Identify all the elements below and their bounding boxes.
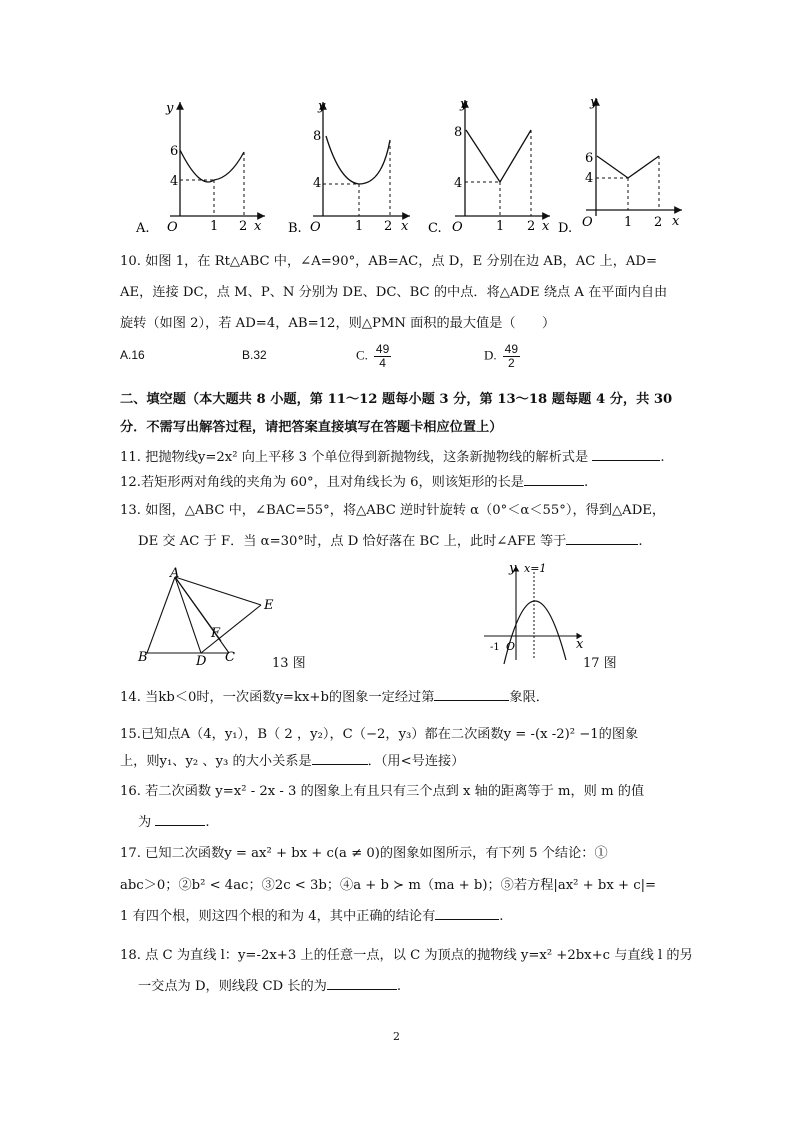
- point-c: C: [225, 650, 235, 665]
- svg-text:1: 1: [210, 219, 219, 234]
- svg-text:1: 1: [624, 215, 633, 230]
- q18-line1: 18. 点 C 为直线 l：y=-2x+3 上的任意一点，以 C 为顶点的抛物线 y=x² +2bx+c 与直线 l 的另: [120, 948, 693, 963]
- svg-text:6: 6: [170, 144, 179, 159]
- graph-a: [135, 101, 265, 236]
- figure-17-caption: 17 图: [583, 656, 617, 671]
- graph-b: [288, 99, 410, 236]
- svg-text:8: 8: [313, 129, 322, 144]
- q14: 14. 当kb＜0时，一次函数y=kx+b的图象一定经过第 象限．: [120, 686, 549, 705]
- svg-text:O: O: [167, 220, 178, 235]
- q15-line1: 15.已知点A（4，y₁），B（ 2 ，y₂），C（−2，y₃）都在二次函数y = -(x -2)² −1的图象: [120, 727, 639, 742]
- page-number: 2: [393, 1030, 400, 1043]
- svg-text:y: y: [509, 561, 517, 576]
- figure-13-caption: 13 图: [272, 656, 306, 671]
- svg-text:O: O: [310, 220, 321, 235]
- q10-option-a: A.16: [120, 348, 145, 362]
- q16-line2: 为 .: [138, 811, 210, 830]
- svg-text:O: O: [582, 215, 593, 230]
- q13-line2: DE 交 AC 于 F．当 α=30°时，点 D 恰好落在 BC 上，此时∠AFE 等于 .: [138, 530, 643, 549]
- svg-text:x: x: [576, 637, 584, 652]
- q10-options: [120, 338, 680, 372]
- svg-text:O: O: [506, 640, 516, 653]
- svg-text:C.: C.: [428, 221, 442, 236]
- q10-option-c: C. $\frac{49}{4}$: [356, 342, 390, 370]
- svg-text:y: y: [590, 95, 598, 110]
- point-f: F: [211, 626, 221, 641]
- q15-line2: 上，则y₁、y₂ 、y₃ 的大小关系是 ．（用<号连接）: [120, 750, 464, 769]
- svg-text:1: 1: [496, 219, 505, 234]
- q10-line1: 10. 如图 1，在 Rt△ABC 中，∠A=90°，AB=AC，点 D，E 分别在边 AB，AC 上，AD=: [120, 254, 658, 269]
- svg-text:x: x: [401, 219, 409, 234]
- svg-text:x: x: [254, 219, 262, 234]
- q17-line2: abc＞0；②b² < 4ac；③2c < 3b；④a + b ≻ m（ma + b)；⑤若方程|ax² + bx + c|=: [120, 878, 657, 893]
- svg-text:2: 2: [527, 219, 536, 234]
- point-b: B: [138, 650, 148, 665]
- svg-text:2: 2: [239, 219, 248, 234]
- q17-line1: 17. 已知二次函数y = ax² + bx + c(a ≠ 0)的图象如图所示，有下列 5 个结论：①: [120, 846, 608, 861]
- q12: 12.若矩形两对角线的夹角为 60°，且对角线长为 6，则该矩形的长是 .: [120, 471, 588, 490]
- svg-text:D.: D.: [558, 221, 573, 236]
- svg-text:y: y: [318, 99, 326, 114]
- answer-graphs: [130, 90, 690, 240]
- graph-c: [428, 97, 550, 236]
- q11: 11. 把抛物线y=2x² 向上平移 3 个单位得到新抛物线，这条新抛物线的解析式是 .: [120, 446, 665, 465]
- svg-text:2: 2: [384, 219, 393, 234]
- svg-text:y: y: [166, 101, 174, 116]
- section2-line2: 分．不需写出解答过程，请把答案直接填写在答题卡相应位置上）: [120, 420, 503, 435]
- point-d: D: [196, 654, 207, 669]
- q10-line3: 旋转（如图 2），若 AD=4，AB=12，则△PMN 面积的最大值是（ ）: [120, 316, 556, 331]
- q10-option-b: B.32: [242, 348, 267, 362]
- graph-a-label: A.: [136, 221, 150, 236]
- svg-text:4: 4: [313, 176, 322, 191]
- svg-text:x=1: x=1: [524, 562, 547, 575]
- point-a: A: [170, 566, 180, 581]
- q18-line2: 一交点为 D，则线段 CD 长的为 .: [138, 975, 401, 994]
- svg-text:6: 6: [585, 151, 594, 166]
- svg-text:4: 4: [585, 171, 594, 186]
- svg-text:4: 4: [454, 176, 463, 191]
- svg-text:y: y: [460, 97, 468, 112]
- q10-line2: AE，连接 DC，点 M、P、N 分别为 DE、DC、BC 的中点．将△ADE 绕点 A 在平面内自由: [120, 285, 668, 300]
- graph-d: [558, 95, 682, 236]
- svg-text:1: 1: [355, 219, 364, 234]
- q13-line1: 13. 如图，△ABC 中，∠BAC=55°，将△ABC 逆时针旋转 α（0°＜α＜55°），得到△ADE，: [120, 503, 666, 518]
- q10-option-d: D. $\frac{49}{2}$: [484, 342, 518, 370]
- svg-text:2: 2: [654, 215, 663, 230]
- point-e: E: [264, 598, 274, 613]
- svg-text:4: 4: [170, 174, 179, 189]
- svg-text:x: x: [672, 214, 680, 229]
- q16-line1: 16. 若二次函数 y=x² - 2x - 3 的图象上有且只有三个点到 x 轴的距离等于 m，则 m 的值: [120, 784, 645, 799]
- svg-text:x: x: [542, 219, 550, 234]
- svg-text:B.: B.: [288, 221, 302, 236]
- section2-line1: 二、填空题（本大题共 8 小题，第 11～12 题每小题 3 分，第 13～18 题每题 4 分，共 30: [120, 392, 673, 407]
- svg-text:8: 8: [454, 125, 463, 140]
- figure-17: [480, 560, 590, 670]
- svg-text:O: O: [452, 220, 463, 235]
- q17-line3: 1 有四个根，则这四个根的和为 4，其中正确的结论有 .: [120, 905, 504, 924]
- svg-text:-1: -1: [490, 642, 500, 653]
